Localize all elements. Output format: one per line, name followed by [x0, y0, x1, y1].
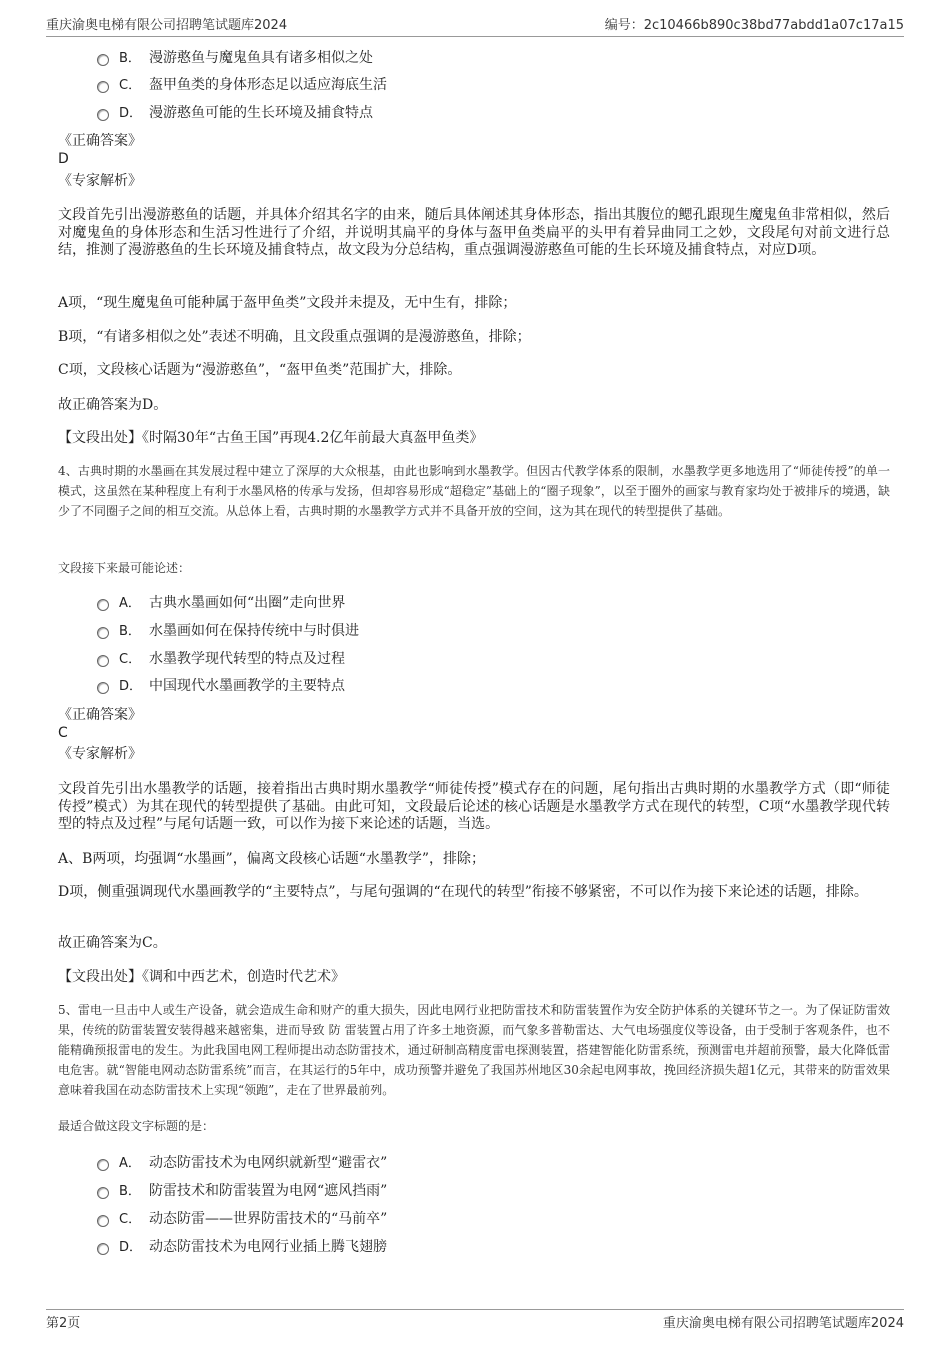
- q3-answer: D: [58, 151, 69, 167]
- radio-icon[interactable]: [97, 1187, 109, 1199]
- q5-option-d[interactable]: D． 动态防雷技术为电网行业插上腾飞翅膀: [97, 1235, 387, 1259]
- radio-icon[interactable]: [97, 1215, 109, 1227]
- q3-conclusion: 故正确答案为D。: [58, 397, 168, 413]
- q5-option-c[interactable]: C． 动态防雷——世界防雷技术的“马前卒”: [97, 1207, 387, 1231]
- q3-option-d[interactable]: D． 漫游憨鱼可能的生长环境及捕食特点: [97, 101, 373, 125]
- q3-point-a: A项，“现生魔鬼鱼可能种属于盔甲鱼类”文段并未提及，无中生有，排除；: [58, 295, 517, 311]
- q3-answer-label: 《正确答案》: [58, 133, 142, 149]
- q3-point-b: B项，“有诸多相似之处”表述不明确，且文段重点强调的是漫游憨鱼，排除；: [58, 329, 531, 345]
- q3-analysis: 文段首先引出漫游憨鱼的话题，并具体介绍其名字的由来，随后具体阐述其身体形态，指出其腹位的鳃孔跟现生魔鬼鱼非常相似，然后对魔鬼鱼的身体形态和生活习性进行了介绍，并说明其扁平的身体与盔甲鱼类扁平的头甲有着异曲同工之妙，文段尾句对前文进行总结，推测了漫游憨鱼的生长环境及捕食特点，故文段为分总结构，重点强调漫游憨鱼可能的生长环境及捕食特点，对应D项。: [58, 207, 890, 258]
- q3-analysis-label: 《专家解析》: [58, 173, 142, 189]
- q3-point-c: C项，文段核心话题为“漫游憨鱼”，“盔甲鱼类”范围扩大，排除。: [58, 362, 462, 378]
- q5-option-a[interactable]: A． 动态防雷技术为电网织就新型“避雷衣”: [97, 1151, 387, 1175]
- q4-point-d: D项，侧重强调现代水墨画教学的“主要特点”，与尾句强调的“在现代的转型”衔接不够紧密，不可以作为接下来论述的话题，排除。: [58, 884, 868, 900]
- radio-icon[interactable]: [97, 655, 109, 667]
- q4-stem: 4、古典时期的水墨画在其发展过程中建立了深厚的大众根基，由此也影响到水墨教学。但因古代教学体系的限制，水墨教学更多地选用了“师徒传授”的单一模式，这虽然在某种程度上有利于水墨风格的传承与发扬，但却容易形成“超稳定”基础上的“圈子现象”，以至于圈外的画家与教育家均处于被排斥的境遇，缺少了不同圈子之间的相互交流。从总体上看，古典时期的水墨教学方式并不具备开放的空间，这为其在现代的转型提供了基础。: [58, 464, 890, 518]
- q4-point-ab: A、B两项，均强调“水墨画”，偏离文段核心话题“水墨教学”，排除；: [58, 851, 486, 867]
- q4-analysis: 文段首先引出水墨教学的话题，接着指出古典时期水墨教学“师徒传授”模式存在的问题，尾句指出古典时期的水墨教学方式（即“师徒传授”模式）为其在现代的转型提供了基础。由此可知，文段最后论述的核心话题是水墨教学方式在现代的转型，C项“水墨教学现代转型的特点及过程”与尾句话题一致，可以作为接下来论述的话题，当选。: [58, 781, 890, 832]
- page-header: [46, 14, 904, 34]
- q4-option-c[interactable]: C． 水墨教学现代转型的特点及过程: [97, 647, 345, 671]
- q4-option-a[interactable]: A． 古典水墨画如何“出圈”走向世界: [97, 591, 345, 615]
- q4-prompt: 文段接下来最可能论述：: [58, 561, 191, 575]
- footer-divider: [46, 1309, 904, 1310]
- q4-analysis-label: 《专家解析》: [58, 746, 142, 762]
- header-doc-number: 编号：2c10466b890c38bd77abdd1a07c17a15: [604, 18, 904, 33]
- radio-icon[interactable]: [97, 627, 109, 639]
- page-number: 第2页: [46, 1316, 81, 1331]
- q4-option-d[interactable]: D． 中国现代水墨画教学的主要特点: [97, 674, 345, 698]
- radio-icon[interactable]: [97, 599, 109, 611]
- radio-icon[interactable]: [97, 81, 109, 93]
- radio-icon[interactable]: [97, 54, 109, 66]
- q4-answer-label: 《正确答案》: [58, 707, 142, 723]
- header-divider: [46, 36, 904, 37]
- q5-option-b[interactable]: B． 防雷技术和防雷装置为电网“遮风挡雨”: [97, 1179, 387, 1203]
- radio-icon[interactable]: [97, 109, 109, 121]
- q5-prompt: 最适合做这段文字标题的是：: [58, 1119, 215, 1133]
- q3-source: 【文段出处】《时隔30年“古鱼王国”再现4.2亿年前最大真盔甲鱼类》: [58, 430, 484, 446]
- q4-answer: C: [58, 725, 68, 741]
- q3-option-b[interactable]: B． 漫游憨鱼与魔鬼鱼具有诸多相似之处: [97, 46, 373, 70]
- radio-icon[interactable]: [97, 682, 109, 694]
- q5-stem: 5、雷电一旦击中人或生产设备，就会造成生命和财产的重大损失，因此电网行业把防雷技术和防雷装置作为安全防护体系的关键环节之一。为了保证防雷效果，传统的防雷装置安装得越来越密集，进而导致 防 雷装置占用了许多土地资源，而气象多普勒雷达、大气电场强度仪等设备，由于受制于客观条件，也不能精确预报雷电的发生。为此我国电网工程师提出动态防雷技术，通过研制高精度雷电探测装置，搭建智能化防雷系统，预测雷电并超前预警，最大化降低雷电危害。就“智能电网动态防雷系统”而言，在其运行的5年中，成功预警并避免了我国苏州地区30余起电网事故，挽回经济损失超1亿元，其带来的防雷效果意味着我国在动态防雷技术上实现“领跑”，走在了世界最前列。: [58, 1003, 890, 1097]
- header-title: 重庆渝奥电梯有限公司招聘笔试题库2024: [46, 18, 288, 33]
- q3-option-c[interactable]: C． 盔甲鱼类的身体形态足以适应海底生活: [97, 73, 387, 97]
- radio-icon[interactable]: [97, 1243, 109, 1255]
- radio-icon[interactable]: [97, 1159, 109, 1171]
- q4-source: 【文段出处】《调和中西艺术，创造时代艺术》: [58, 969, 345, 985]
- page-footer: [46, 1312, 904, 1332]
- footer-title: 重庆渝奥电梯有限公司招聘笔试题库2024: [662, 1316, 904, 1331]
- q4-option-b[interactable]: B． 水墨画如何在保持传统中与时俱进: [97, 619, 359, 643]
- q4-conclusion: 故正确答案为C。: [58, 935, 167, 951]
